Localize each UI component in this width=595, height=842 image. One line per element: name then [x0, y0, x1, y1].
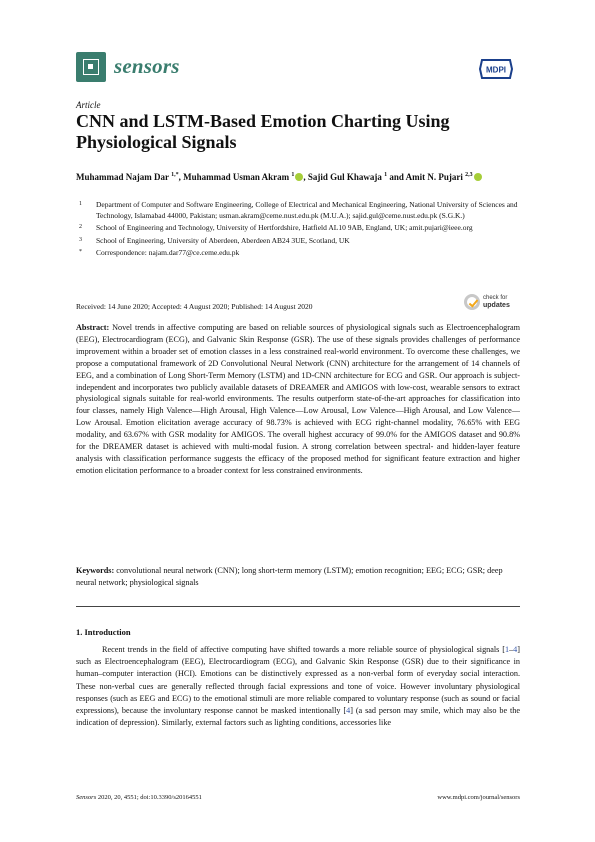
keywords [76, 565, 520, 589]
author-affiliation-sup: 1 [384, 172, 388, 178]
section-heading: 1. Introduction [76, 627, 131, 637]
affiliation-text: School of Engineering, University of Aberdeen, Aberdeen AB24 3UE, Scotland, UK [96, 235, 350, 245]
affiliation-number: 1 [79, 201, 82, 207]
citation-link[interactable]: 1 [504, 645, 510, 654]
affiliation-list [76, 200, 521, 261]
footer-citation-details: 2020, 20, 4551; doi:10.3390/s20164551 [97, 794, 202, 801]
paragraph-text: – [509, 645, 514, 654]
intro-paragraph [76, 644, 520, 729]
journal-logo [76, 52, 106, 82]
check-for-updates-badge[interactable] [464, 293, 514, 313]
author-list [76, 168, 516, 184]
affiliation-item [76, 223, 521, 234]
keywords-label: Keywords: [76, 566, 115, 575]
article-title: CNN and LSTM-Based Emotion Charting Using Physiological Signals [76, 111, 450, 152]
affiliation-number: 2 [79, 224, 82, 230]
abstract-text: Novel trends in affective computing are based on reliable sources of physiological signals such as Electroencephalogram (EEG), Electrocardiogram (ECG), and Galvanic Skin Response (GSR). The use of these signals provides challenges of performance improvement within a broader set of emotion classes in a less constrained real-world environment. To overcome these challenges, we propose a computational framework of 2D Convolutional Neural Network (CNN) architecture for the arrangement of 14 channels of EEG, and a combination of Long Short-Term Memory (LSTM) and 1D-CNN architecture for ECG and GSR. Our approach is subject-independent and incorporates two publicly available datasets of DREAMER and AMIGOS with low-cost, wearable sensors to extract physiological signals suitable for real-world environments. The results outperform state-of-the-art approaches for classification into four classes, namely High Valence—High Arousal, High Valence—Low Arousal, Low Valence—High Arousal, and Low Valence—Low Arousal. Emotion elicitation average accuracy of 98.73% is achieved with ECG right-channel modality, 76.65% with EEG modality, and 63.67% with GSR modality for AMIGOS. The overall highest accuracy of 99.0% for the AMIGOS dataset and 90.8% for the DREAMER dataset is achieved with multi-modal fusion. A strong correlation between spectral- and hidden-layer feature analysis with classification performance suggests the efficacy of the proposed method for significant feature extraction and higher emotion elicitation performance to a broader context for less constrained environments. [76, 323, 520, 475]
author-separator: , [303, 172, 308, 182]
author-name[interactable]: Sajid Gul Khawaja [307, 172, 385, 182]
author-separator: , [178, 172, 184, 182]
affiliation-item [76, 248, 521, 259]
paragraph-text: ] such as Electroencephalogram (EEG), Electrocardiogram (ECG), and Galvanic Skin Response (GSR) due to their significance in human–computer interaction (HCI). Emotions can be distinctively expressed as a non-verbal form of everyday social interaction. These non-verbal cues are generally reflected through facial expressions and tone of voice. However involuntary physiological responses (such as EEG and ECG) to the emotional stimuli are more reliable compared to voluntary response (such as sound or facial expressions), because the involuntary response cannot be masked intentionally [ [76, 645, 520, 716]
abstract-label: Abstract: [76, 323, 110, 332]
author-name[interactable]: Amit N. Pujari [405, 172, 466, 182]
orcid-icon[interactable] [474, 173, 482, 181]
affiliation-number: 3 [79, 236, 82, 243]
check-updates-line1: check for [483, 295, 508, 301]
author-name[interactable]: Muhammad Najam Dar [76, 172, 172, 182]
publication-dates: Received: 14 June 2020; Accepted: 4 August 2020; Published: 14 August 2020 [76, 302, 313, 311]
citation-link[interactable]: 4 [346, 706, 351, 716]
footer-citation [76, 794, 202, 801]
author-separator: and [387, 172, 406, 182]
footer-journal: Sensors [76, 794, 97, 801]
mdpi-logo[interactable] [478, 58, 514, 80]
keywords-text: convolutional neural network (CNN); long short-term memory (LSTM); emotion recognition; EEG; ECG; GSR; deep neural network; physiological signals [76, 566, 503, 587]
section-divider [76, 606, 520, 607]
affiliation-text: Department of Computer and Software Engineering, College of Electrical and Mechanical Engineering, National University of Sciences and Technology, Islamabad 44000, Pakistan; usman.akram@ceme.nust.edu.pk (M.U.A.); sajid.gul@ceme.nust.edu.pk (S.G.K.) [96, 200, 518, 220]
check-updates-line2: updates [483, 302, 510, 309]
sensors-chip-icon [83, 59, 99, 75]
article-type: Article [76, 100, 101, 110]
affiliation-text: School of Engineering and Technology, University of Hertfordshire, Hatfield AL10 9AB, England, UK; amit.pujari@ieee.org [96, 223, 473, 232]
author-affiliation-sup: 1,* [171, 172, 179, 178]
paragraph-text: Recent trends in the field of affective computing have shifted towards a more reliable source of physiological signals [ [102, 645, 505, 654]
affiliation-item [76, 200, 521, 221]
author-affiliation-sup: 2,3 [465, 172, 473, 178]
affiliation-text: Correspondence: najam.dar77@ce.ceme.edu.pk [96, 248, 240, 257]
abstract [76, 322, 520, 477]
citation-link[interactable]: 4 [513, 645, 518, 654]
author-affiliation-sup: 1 [291, 172, 295, 178]
journal-name: sensors [114, 54, 180, 78]
affiliation-item [76, 236, 521, 247]
svg-text:MDPI: MDPI [486, 65, 506, 75]
affiliation-number: * [79, 249, 82, 255]
footer-url[interactable]: www.mdpi.com/journal/sensors [437, 794, 520, 801]
check-updates-icon [464, 294, 480, 310]
author-name[interactable]: Muhammad Usman Akram [183, 172, 292, 182]
paragraph-text: ] (a sad person may smile, which may also be the indication of depression). Similarly, external factors such as lighting conditions, accessories like [76, 706, 520, 728]
